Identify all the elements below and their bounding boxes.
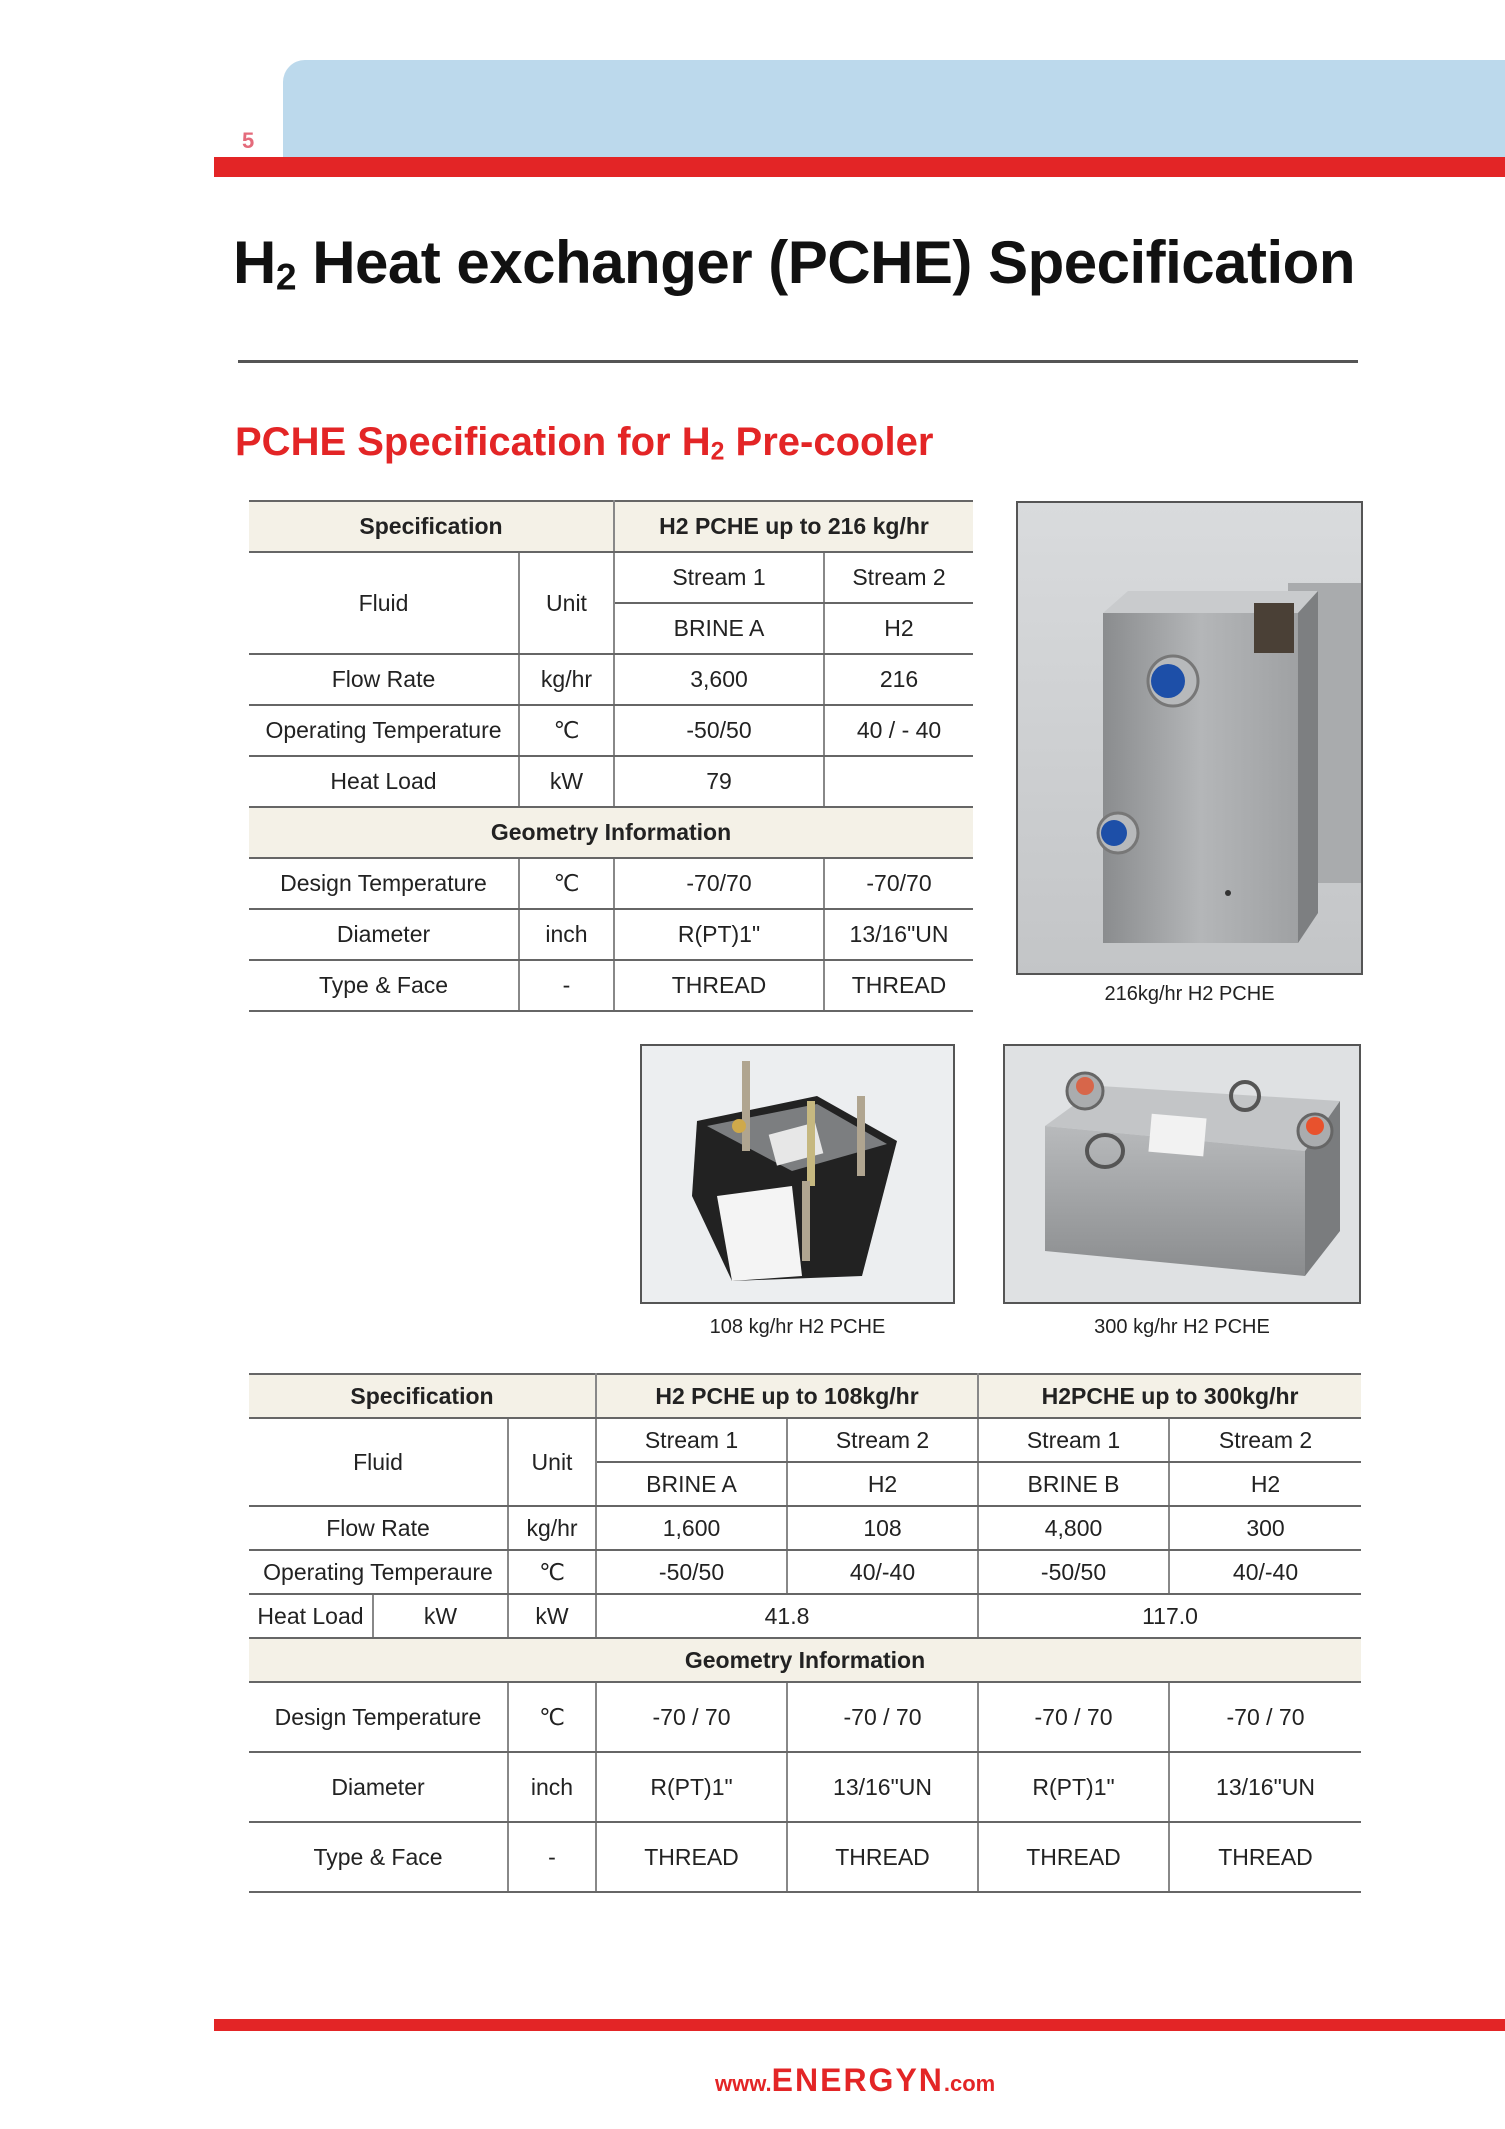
- row-label: Flow Rate: [249, 654, 519, 705]
- row-value: R(PT)1": [978, 1752, 1169, 1822]
- row-value: -50/50: [614, 705, 824, 756]
- table-row: [249, 1506, 1361, 1550]
- row-value: -70 / 70: [978, 1682, 1169, 1752]
- caption-108: 108 kg/hr H2 PCHE: [709, 1316, 886, 1338]
- unit-label: Unit: [508, 1418, 596, 1506]
- row-label-unit: kW: [373, 1594, 508, 1638]
- row-value: -70 / 70: [787, 1682, 978, 1752]
- row-value: -70/70: [824, 858, 973, 909]
- fluid-label: Fluid: [249, 1418, 508, 1506]
- row-value: -50/50: [596, 1550, 787, 1594]
- row-unit: -: [508, 1822, 596, 1892]
- table-row: [249, 654, 973, 705]
- fluid-value: H2: [787, 1462, 978, 1506]
- row-value: -50/50: [978, 1550, 1169, 1594]
- row-unit: kg/hr: [519, 654, 614, 705]
- stream-label: Stream 2: [787, 1418, 978, 1462]
- row-value: THREAD: [978, 1822, 1169, 1892]
- footer-website: www.ENERGYN.com: [715, 2062, 996, 2098]
- row-value: R(PT)1": [596, 1752, 787, 1822]
- title-divider: [238, 360, 1358, 363]
- geometry-header-row: [249, 1638, 1361, 1682]
- fluid-value: BRINE A: [596, 1462, 787, 1506]
- row-value: THREAD: [824, 960, 973, 1011]
- row-unit: inch: [519, 909, 614, 960]
- row-value: 40 / - 40: [824, 705, 973, 756]
- row-unit: ℃: [508, 1550, 596, 1594]
- row-unit: ℃: [508, 1682, 596, 1752]
- fluid-value: BRINE B: [978, 1462, 1169, 1506]
- fluid-value: H2: [1169, 1462, 1361, 1506]
- table-row: [249, 1550, 1361, 1594]
- geometry-header-row: [249, 807, 973, 858]
- row-value: THREAD: [1169, 1822, 1361, 1892]
- row-label: Operating Temperature: [249, 705, 519, 756]
- unit-label: Unit: [519, 552, 614, 654]
- page-title: $H_2$ Heat exchanger (PCHE) Specification: [233, 229, 1355, 298]
- row-value: -70/70: [614, 858, 824, 909]
- table-row: [249, 552, 973, 603]
- photo-216-pche: [1016, 501, 1363, 975]
- caption-216: 216kg/hr H2 PCHE: [1104, 983, 1275, 1005]
- model-header: H2 PCHE up to 216 kg/hr: [614, 501, 973, 552]
- row-unit: ℃: [519, 705, 614, 756]
- header-band: [283, 60, 1505, 157]
- row-label: Design Temperature: [249, 1682, 508, 1752]
- row-unit: kW: [508, 1594, 596, 1638]
- row-label: Operating Temperaure: [249, 1550, 508, 1594]
- table-row: [249, 1822, 1361, 1892]
- row-value: R(PT)1": [614, 909, 824, 960]
- row-value: 79: [614, 756, 824, 807]
- row-value: 300: [1169, 1506, 1361, 1550]
- table-row: [249, 1752, 1361, 1822]
- row-label: Type & Face: [249, 960, 519, 1011]
- row-unit: kg/hr: [508, 1506, 596, 1550]
- row-unit: -: [519, 960, 614, 1011]
- row-label: Flow Rate: [249, 1506, 508, 1550]
- photo-108-pche: [640, 1044, 955, 1304]
- model-b-header: H2PCHE up to 300kg/hr: [978, 1374, 1361, 1418]
- caption-300: 300 kg/hr H2 PCHE: [1094, 1316, 1270, 1338]
- row-value: 108: [787, 1506, 978, 1550]
- footer-red-bar: [214, 2019, 1505, 2031]
- row-label: Diameter: [249, 909, 519, 960]
- geometry-header: Geometry Information: [249, 1638, 1361, 1682]
- model-a-header: H2 PCHE up to 108kg/hr: [596, 1374, 978, 1418]
- table-row: [249, 858, 973, 909]
- row-label: Heat Load: [249, 756, 519, 807]
- row-value: THREAD: [614, 960, 824, 1011]
- stream-2-label: Stream 2: [824, 552, 973, 603]
- spec-header: Specification: [249, 1374, 596, 1418]
- row-label: Diameter: [249, 1752, 508, 1822]
- table-row: [249, 909, 973, 960]
- row-value: 3,600: [614, 654, 824, 705]
- page-number: 5: [242, 128, 255, 153]
- row-value: 40/-40: [1169, 1550, 1361, 1594]
- row-label: Heat Load: [249, 1594, 373, 1638]
- row-value: -70 / 70: [1169, 1682, 1361, 1752]
- row-value: -70 / 70: [596, 1682, 787, 1752]
- row-value: 216: [824, 654, 973, 705]
- row-value: 13/16"UN: [1169, 1752, 1361, 1822]
- fluid-1: BRINE A: [614, 603, 824, 654]
- row-value: 117.0: [978, 1594, 1361, 1638]
- geometry-header: Geometry Information: [249, 807, 973, 858]
- photo-300-pche: [1003, 1044, 1361, 1304]
- row-unit: inch: [508, 1752, 596, 1822]
- table-header-row: [249, 501, 973, 552]
- stream-label: Stream 1: [978, 1418, 1169, 1462]
- stream-label: Stream 2: [1169, 1418, 1361, 1462]
- table-row: [249, 1418, 1361, 1462]
- row-unit: ℃: [519, 858, 614, 909]
- stream-label: Stream 1: [596, 1418, 787, 1462]
- spec-header: Specification: [249, 501, 614, 552]
- section-title: PCHE Specification for $H_2$ Pre-cooler: [235, 420, 934, 466]
- row-unit: kW: [519, 756, 614, 807]
- row-value: 4,800: [978, 1506, 1169, 1550]
- row-value: THREAD: [596, 1822, 787, 1892]
- row-value: 40/-40: [787, 1550, 978, 1594]
- row-label: Design Temperature: [249, 858, 519, 909]
- header-red-bar: [214, 157, 1505, 177]
- table-row: [249, 756, 973, 807]
- row-value: 13/16"UN: [787, 1752, 978, 1822]
- fluid-2: H2: [824, 603, 973, 654]
- row-value: 1,600: [596, 1506, 787, 1550]
- row-label: Type & Face: [249, 1822, 508, 1892]
- row-value: [824, 756, 973, 807]
- stream-1-label: Stream 1: [614, 552, 824, 603]
- row-value: 13/16"UN: [824, 909, 973, 960]
- table-row: [249, 960, 973, 1011]
- table-header-row: [249, 1374, 1361, 1418]
- table-row: [249, 1682, 1361, 1752]
- table-row: [249, 1594, 1361, 1638]
- spec-table-108-300: [249, 1373, 1361, 1893]
- table-row: [249, 705, 973, 756]
- row-value: 41.8: [596, 1594, 978, 1638]
- spec-table-216: [249, 500, 973, 1012]
- fluid-label: Fluid: [249, 552, 519, 654]
- row-value: THREAD: [787, 1822, 978, 1892]
